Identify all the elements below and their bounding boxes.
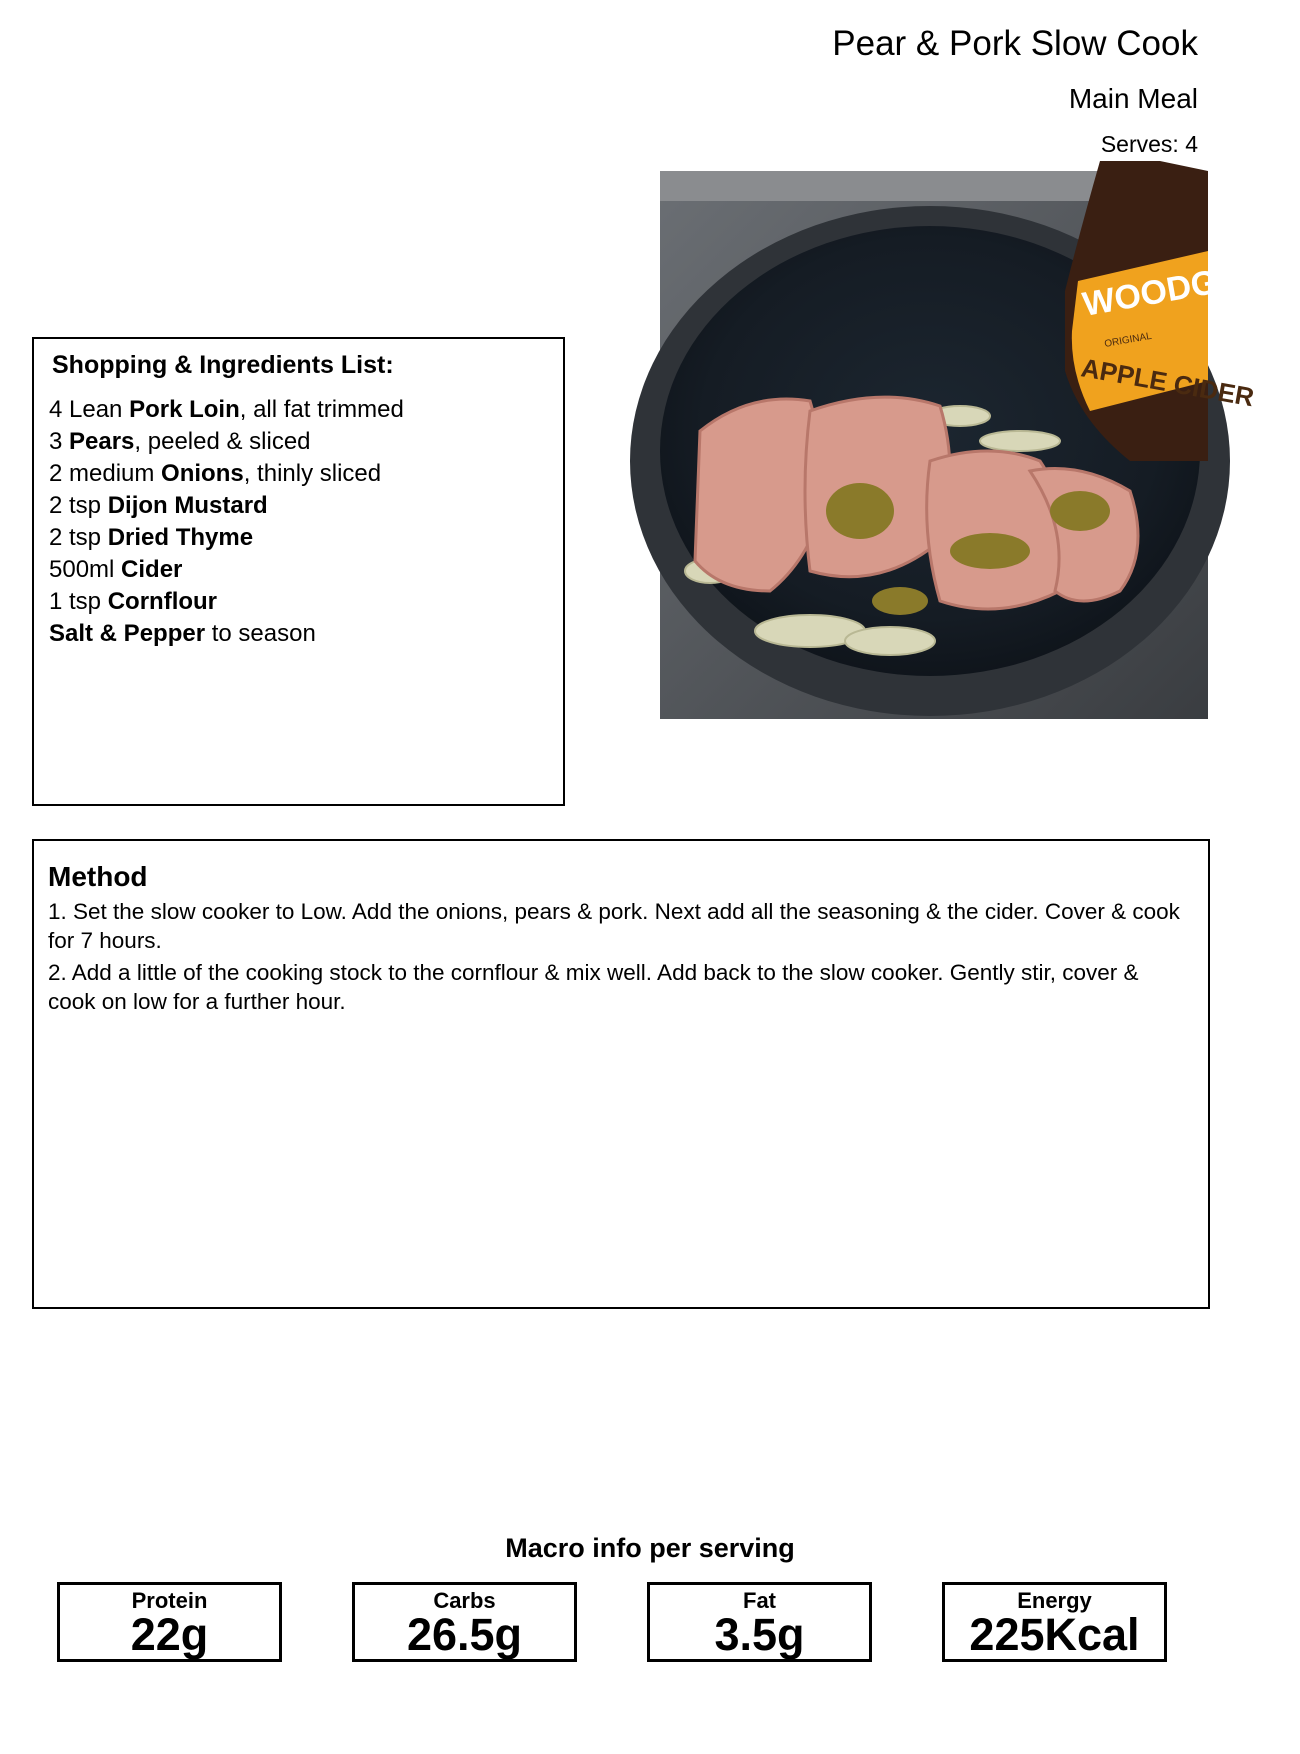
macro-label: Fat: [743, 1588, 776, 1613]
method-steps: [48, 897, 1190, 1019]
macro-value: 26.5g: [406, 1609, 523, 1660]
ingredients-heading: Shopping & Ingredients List:: [52, 351, 394, 379]
bottle-small-text: ORIGINAL: [1103, 330, 1153, 350]
ingredient-item: 500ml Cider: [49, 556, 183, 583]
bottle-label: APPLE CIDER: [1078, 352, 1257, 413]
ingredient-item: 2 tsp Dijon Mustard: [49, 492, 268, 519]
recipe-category: Main Meal: [1068, 83, 1198, 114]
bottle-brand: WOODGA: [1079, 258, 1245, 324]
ingredient-item: 4 Lean Pork Loin, all fat trimmed: [49, 396, 404, 423]
recipe-photo: [660, 171, 1257, 719]
cider-bottle: [1065, 161, 1257, 461]
method-heading: Method: [48, 861, 148, 892]
method-step: 1. Set the slow cooker to Low. Add the onions, pears & pork. Next add all the seasoning & the cider. Cover & cook for 7 hours.: [48, 899, 1180, 953]
ingredient-item: Salt & Pepper to season: [49, 620, 316, 647]
macro-value: 3.5g: [714, 1609, 805, 1660]
macro-title: Macro info per serving: [505, 1533, 795, 1563]
macro-fat: [647, 1582, 872, 1662]
ingredient-item: 2 medium Onions, thinly sliced: [49, 460, 382, 487]
macro-energy: [942, 1582, 1167, 1662]
method-step: 2. Add a little of the cooking stock to the cornflour & mix well. Add back to the slow cooker. Gently stir, cover & cook on low for a further hour.: [48, 960, 1139, 1014]
ingredient-item: 3 Pears, peeled & sliced: [49, 428, 311, 455]
method-box: [32, 839, 1210, 1309]
recipe-title: Pear & Pork Slow Cook: [832, 24, 1198, 63]
macro-protein: [57, 1582, 282, 1662]
ingredient-item: 2 tsp Dried Thyme: [49, 524, 254, 551]
ingredients-box: [32, 337, 565, 806]
recipe-serves: Serves: 4: [1100, 131, 1198, 157]
macro-label: Energy: [1017, 1588, 1092, 1613]
ingredient-item: 1 tsp Cornflour: [49, 588, 218, 615]
macro-value: 22g: [130, 1609, 209, 1660]
ingredients-list: [49, 394, 404, 650]
macro-label: Protein: [131, 1588, 208, 1613]
macro-label: Carbs: [433, 1588, 496, 1613]
macro-value: 225Kcal: [969, 1609, 1140, 1660]
macro-carbs: [352, 1582, 577, 1662]
